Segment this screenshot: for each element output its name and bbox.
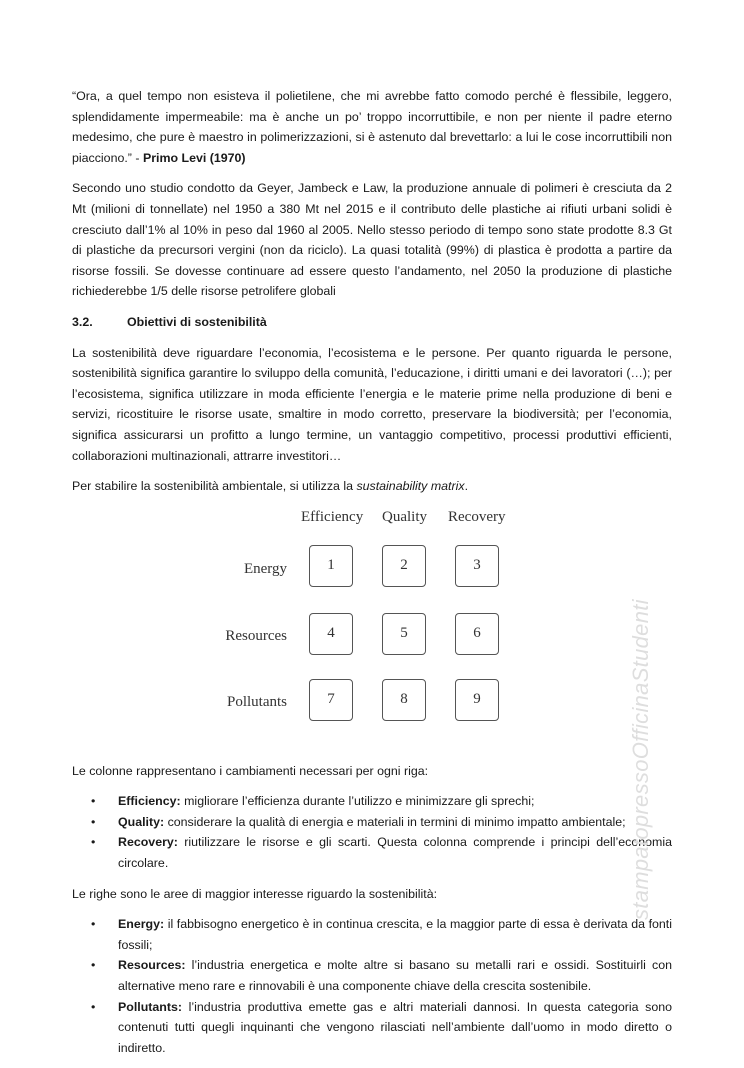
matrix-column-recovery: Recovery (448, 508, 506, 525)
columns-intro: Le colonne rappresentano i cambiamenti necessari per ogni riga: (72, 763, 429, 778)
matrix-cell: 9 (455, 679, 499, 721)
matrix-cell: 6 (455, 613, 499, 655)
list-item (118, 997, 672, 1059)
matrix-column-quality: Quality (382, 508, 427, 525)
matrix-row-resources: Resources (225, 627, 287, 644)
list-text: migliorare l’efficienza durante l’utilizzo e minimizzare gli sprechi; (180, 794, 535, 809)
sustainability-paragraph: La sostenibilità deve riguardare l’economia, l’ecosistema e le persone. Per quanto riguarda le persone, sostenibilità significa garantire lo sviluppo della comunità, l’educazione, i diritti umani e dei lavoratori (…); per l’ecosistema, significa utilizzare in moda efficiente l’energia e le materie prime nella produzione di beni e servizi, ricostituire le risorse usate, smaltire in modo corretto, preservare la biodiversità; per l’economia, significa assicurarsi un profitto a lungo termine, un vantaggio competitivo, processi produttivi efficienti, collaborazioni multinazionali, attrarre investitori… (72, 345, 672, 463)
matrix-row-pollutants: Pollutants (226, 693, 287, 710)
list-item (118, 812, 672, 833)
plastics-production-paragraph: Secondo uno studio condotto da Geyer, Jambeck e Law, la produzione annuale di polimeri è cresciuta da 2 Mt (milioni di tonnellate) nel 1950 a 380 Mt nel 2015 e il contributo delle plastiche ai rifiuti urbani solidi è cresciuto dall’1% al 10% in peso dal 1960 al 2005. Nello stesso periodo di tempo sono state prodotte 8.3 Gt di plastiche da precursori vergini (non da riciclo). La quasi totalità (99%) di plastica è prodotta a partire da risorse fossili. Se dovesse continuare ad essere questo l’andamento, nel 2050 la produzione di plastiche richiederebbe 1/5 delle risorse petrolifere globali (72, 181, 672, 299)
matrix-cell: 4 (309, 613, 353, 655)
columns-list (72, 791, 672, 873)
watermark: stampatopressoOfficinaStudenti (628, 599, 653, 920)
section-title: Obiettivi di sostenibilità (127, 314, 267, 329)
list-item (118, 791, 672, 812)
rows-list (72, 914, 672, 1058)
sustainability-matrix (72, 507, 672, 755)
list-term: Energy: (118, 917, 165, 932)
matrix-intro (72, 476, 672, 497)
list-text: riutilizzare le risorse e gli scarti. Questa colonna comprende i principi dell’economia circolare. (118, 835, 672, 871)
list-text: l’industria energetica e molte altre si basano su metalli rari e ossidi. Sostituirli con alternative meno rare e rinnovabili è una componente chiave della crescita sostenibile. (118, 958, 672, 994)
matrix-cell: 8 (382, 679, 426, 721)
matrix-cell: 5 (382, 613, 426, 655)
quote-paragraph (72, 86, 672, 168)
list-text: l’industria produttiva emette gas e altri materiali dannosi. In questa categoria sono contenuti tutti quegli inquinanti che vengono rilasciati nell’ambiente dall’uomo in modo diretto o indiretto. (118, 999, 672, 1055)
list-term: Efficiency: (118, 794, 181, 809)
matrix-cell: 1 (309, 545, 353, 587)
quote-text: “Ora, a quel tempo non esisteva il polietilene, che mi avrebbe fatto comodo perché è flessibile, leggero, splendidamente impermeabile: ma è anche un po’ troppo incorruttibile, e non per niente il padre eterno medesimo, che pure è maestro in polimerizzazioni, si è astenuto dal brevettarlo: a lui le cose incorruttibili non piacciono.” - (72, 89, 672, 165)
matrix-cell: 7 (309, 679, 353, 721)
list-item (118, 914, 672, 955)
list-item (118, 955, 672, 996)
matrix-intro-end: . (464, 479, 469, 494)
section-number: 3.2. (72, 314, 93, 329)
matrix-cell: 3 (455, 545, 499, 587)
matrix-row-energy: Energy (243, 560, 287, 577)
list-text: considerare la qualità di energia e materiali in termini di minimo impatto ambientale; (164, 814, 626, 829)
list-term: Resources: (118, 958, 186, 973)
rows-intro: Le righe sono le aree di maggior interesse riguardo la sostenibilità: (72, 886, 438, 901)
list-item (118, 832, 672, 873)
list-term: Pollutants: (118, 999, 183, 1014)
document-page (72, 86, 672, 1068)
matrix-intro-term: sustainability matrix (356, 479, 465, 494)
list-term: Recovery: (118, 835, 178, 850)
list-term: Quality: (118, 814, 165, 829)
section-heading (72, 312, 672, 333)
matrix-intro-text: Per stabilire la sostenibilità ambientale, si utilizza la (72, 479, 357, 494)
matrix-cell: 2 (382, 545, 426, 587)
quote-author: Primo Levi (1970) (142, 150, 246, 165)
list-text: il fabbisogno energetico è in continua crescita, e la maggior parte di essa è derivata da fonti fossili; (118, 917, 672, 952)
matrix-column-efficiency: Efficiency (301, 508, 364, 525)
